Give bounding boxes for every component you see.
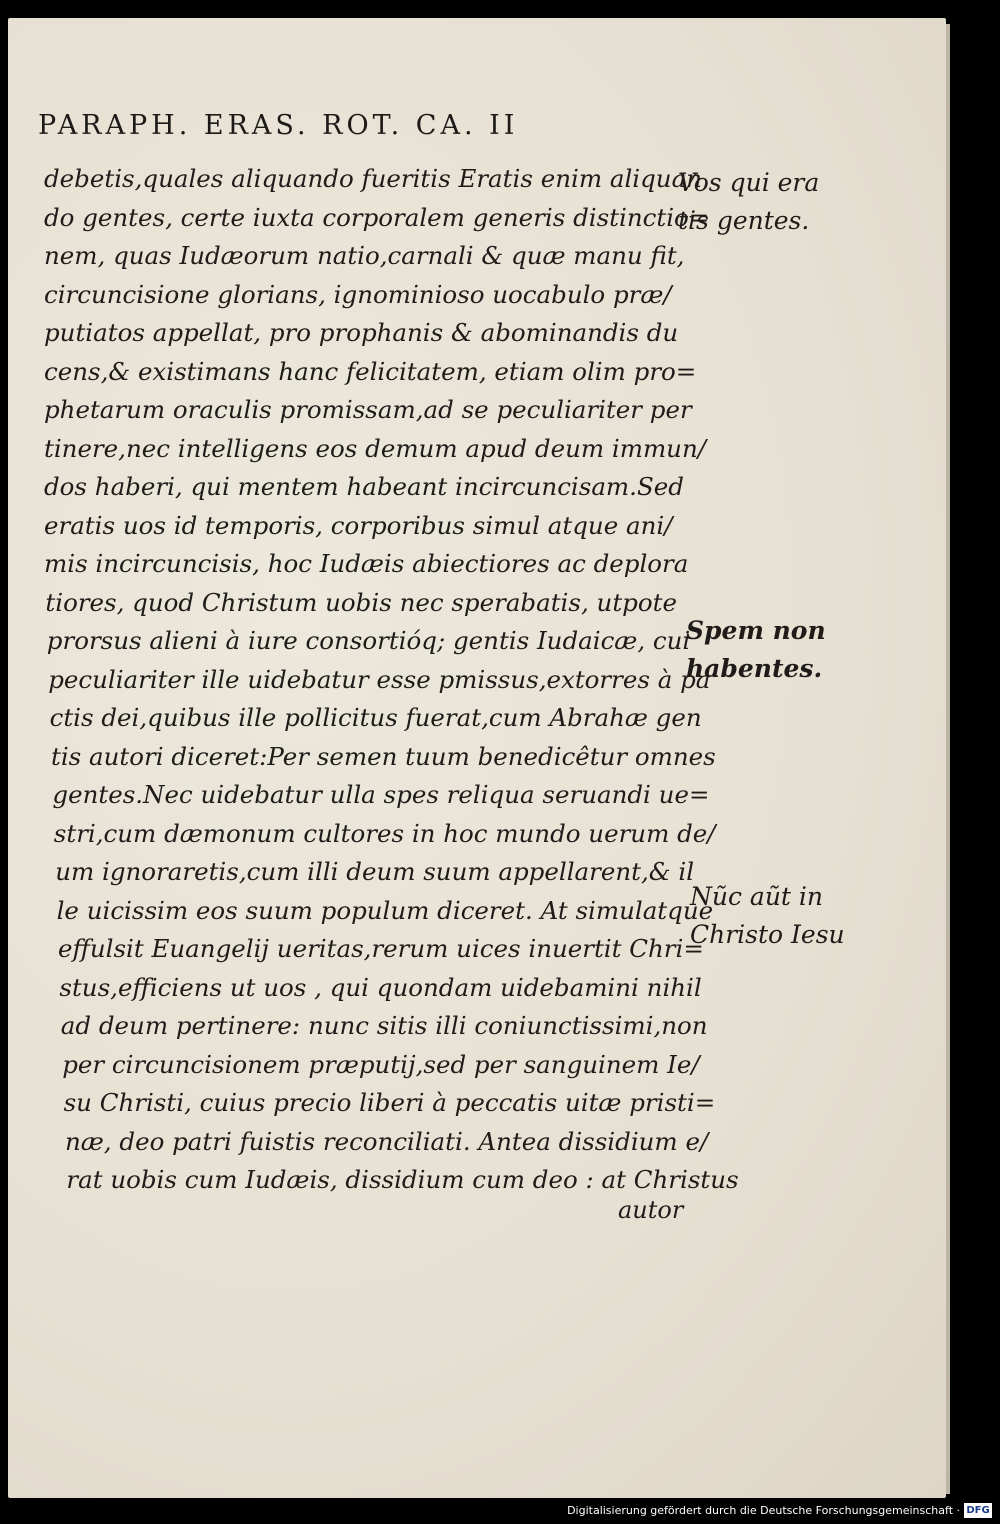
text-line: tis autori diceret:Per semen tuum benedicêtur omnes [51,741,716,771]
text-line: prorsus alieni à iure consortióq; gentis Iudaicæ, cui [46,626,691,655]
text-line: tiores, quod Christum uobis nec sperabatis, utpote [45,587,677,617]
text-line: nem, quas Iudæorum natio,carnali & quæ manu fit, [44,241,685,270]
footer [567,1503,992,1518]
dfg-logo: DFG [964,1503,992,1518]
text-line: ctis dei,quibus ille pollicitus fuerat,cum Abrahæ gen [49,703,702,732]
page-edge [946,24,950,1494]
running-header: PARAPH. ERAS. ROT. CA. II [38,110,519,141]
text-line: debetis,quales aliquando fueritis Eratis enim aliquan [44,164,702,193]
text-line: mis incircuncisis, hoc Iudæis abiectiores ac deplora [44,549,689,578]
margin-note-line: Nũc aũt in [690,882,824,911]
text-line: putiatos appellat, pro prophanis & abominandis du [44,318,679,347]
footer-credit: Digitalisierung gefördert durch die Deutsche Forschungsgemeinschaft · [567,1504,960,1517]
margin-note-line: Vos qui era [678,168,820,197]
text-line: um ignoraretis,cum illi deum suum appellarent,& il [55,857,695,886]
text-line: ad deum pertinere: nunc sitis illi coniunctissimi,non [60,1011,708,1040]
text-line: næ, deo patri fuistis reconciliati. Antea dissidium e/ [65,1126,709,1156]
text-line: rat uobis cum Iudæis, dissidium cum deo : at Christus [66,1165,739,1194]
text-line: do gentes, certe iuxta corporalem generis distinctio= [44,202,710,232]
margin-note-line: Christo Iesu [690,920,845,949]
margin-note-line: habentes. [686,654,823,683]
text-line: tinere,nec intelligens eos demum apud deum immun/ [44,433,706,463]
text-line: circuncisione glorians, ignominioso uocabulo præ/ [44,279,672,309]
margin-note-line: Spem non [686,616,826,645]
margin-note-line: tis gentes. [678,206,810,235]
text-line: le uicissim eos suum populum diceret. At simulatque [56,895,714,925]
margin-note-vos-qui [678,164,848,240]
text-line: effulsit Euangelij ueritas,rerum uices inuertit Chri= [58,934,704,963]
catchword: autor [618,1196,684,1224]
text-line: gentes.Nec uidebatur ulla spes reliqua seruandi ue= [52,780,710,809]
text-line: su Christi, cuius precio liberi à peccatis uitæ pristi= [63,1088,716,1117]
text-line: dos haberi, qui mentem habeant incircuncisam.Sed [44,472,684,501]
text-line: peculiariter ille uidebatur esse pmissus,extorres à pa [48,664,711,694]
text-line: cens,& existimans hanc felicitatem, etiam olim pro= [44,356,697,386]
margin-note-nunc-autem [690,878,860,954]
text-line: phetarum oraculis promissam,ad se peculiariter per [44,395,692,424]
text-line: stus,efficiens ut uos , qui quondam uidebamini nihil [59,972,702,1002]
text-line: per circuncisionem præputij,sed per sanguinem Ie/ [62,1049,700,1079]
margin-note-spem-non [686,612,856,688]
body-text [44,160,739,1200]
text-line: eratis uos id temporis, corporibus simul atque ani/ [44,510,673,540]
text-line: stri,cum dæmonum cultores in hoc mundo uerum de/ [53,818,716,848]
